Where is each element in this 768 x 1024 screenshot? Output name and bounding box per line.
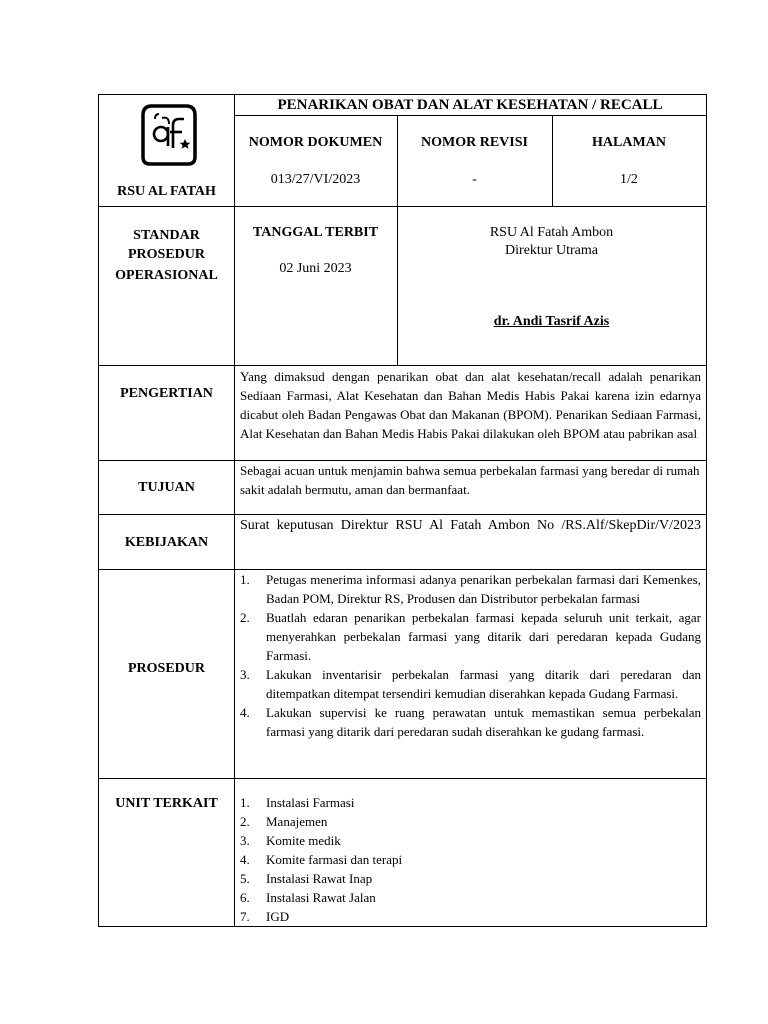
divider: [234, 95, 235, 926]
list-item: 2. Manajemen: [240, 814, 328, 829]
sop-document: [98, 94, 707, 927]
doc-number-label: NOMOR DOKUMEN: [248, 135, 383, 150]
prosedur-label: PROSEDUR: [127, 661, 205, 676]
doc-number-value: 013/27/VI/2023: [270, 172, 361, 187]
unit-terkait-label: UNIT TERKAIT: [115, 796, 218, 811]
tujuan-text: Sebagai acuan untuk menjamin bahwa semua perbekalan farmasi yang beredar di rumah sakit adalah bermutu, aman dan bermanfaat.: [240, 463, 700, 497]
sop-label-line2: PROSEDUR: [127, 247, 205, 262]
divider: [99, 206, 706, 207]
list-item: 6. Instalasi Rawat Jalan: [240, 890, 376, 905]
page-value: 1/2: [620, 172, 638, 187]
sop-label-line3: OPERASIONAL: [115, 268, 218, 283]
divider: [99, 778, 706, 779]
tujuan-label: TUJUAN: [138, 480, 195, 495]
unit-terkait-list: [240, 793, 701, 926]
list-item: 2. Buatlah edaran penarikan perbekalan farmasi kepada seluruh unit terkait, agar menyerahkan perbekalan farmasi yang ditarik dari peredaran kepada Gudang Farmasi.: [240, 610, 701, 663]
af-monogram-logo: [140, 102, 198, 166]
list-item: 4. Komite farmasi dan terapi: [240, 852, 403, 867]
divider: [234, 115, 706, 116]
kebijakan-label: KEBIJAKAN: [124, 535, 209, 550]
divider: [99, 365, 706, 366]
signer-position: Direktur Utrama: [505, 243, 598, 258]
sop-label-line1: STANDAR: [133, 228, 200, 243]
list-item: 5. Instalasi Rawat Inap: [240, 871, 373, 886]
issue-date-value: 02 Juni 2023: [279, 261, 352, 276]
document-title: PENARIKAN OBAT DAN ALAT KESEHATAN / RECALL: [277, 97, 663, 113]
list-item: 1. Petugas menerima informasi adanya penarikan perbekalan farmasi dari Kemenkes, Badan POM, Direktur RS, Produsen dan Distributor perbekalan farmasi: [240, 572, 701, 606]
hospital-logo: [140, 102, 198, 166]
page-label: HALAMAN: [592, 135, 666, 150]
kebijakan-text: Surat keputusan Direktur RSU Al Fatah Ambon No /RS.Alf/SkepDir/V/2023: [240, 518, 701, 533]
issue-date-label: TANGGAL TERBIT: [252, 225, 379, 240]
pengertian-text: Yang dimaksud dengan penarikan obat dan alat kesehatan/recall adalah penarikan Sediaan Farmasi, Alat Kesehatan dan Bahan Medis Habis Pakai karena izin edarnya dicabut oleh Badan Pengawas Obat dan Makanan (BPOM). Penarikan Sediaan Farmasi, Alat Kesehatan dan Bahan Medis Habis Pakai dilakukan oleh BPOM atau pabrikan asal: [240, 369, 701, 441]
list-item: 3. Komite medik: [240, 833, 341, 848]
list-item: 1. Instalasi Farmasi: [240, 795, 355, 810]
prosedur-list: [240, 570, 701, 741]
revision-value: -: [472, 172, 477, 187]
organization-name: RSU Al Fatah Ambon: [489, 225, 614, 240]
revision-label: NOMOR REVISI: [421, 135, 528, 150]
divider: [552, 115, 553, 206]
hospital-name: RSU AL FATAH: [117, 184, 216, 199]
list-item: 7. IGD: [240, 909, 290, 924]
list-item: 3. Lakukan inventarisir perbekalan farmasi yang ditarik dari peredaran dan ditempatkan ditempat tersendiri kemudian diserahkan kepada Gudang Farmasi.: [240, 667, 701, 701]
signer-name: dr. Andi Tasrif Azis: [493, 314, 610, 329]
pengertian-label: PENGERTIAN: [120, 386, 213, 401]
list-item: 4. Lakukan supervisi ke ruang perawatan untuk memastikan semua perbekalan farmasi yang ditarik dari peredaran sudah diserahkan ke gudang farmasi.: [240, 705, 701, 739]
divider: [99, 514, 706, 515]
